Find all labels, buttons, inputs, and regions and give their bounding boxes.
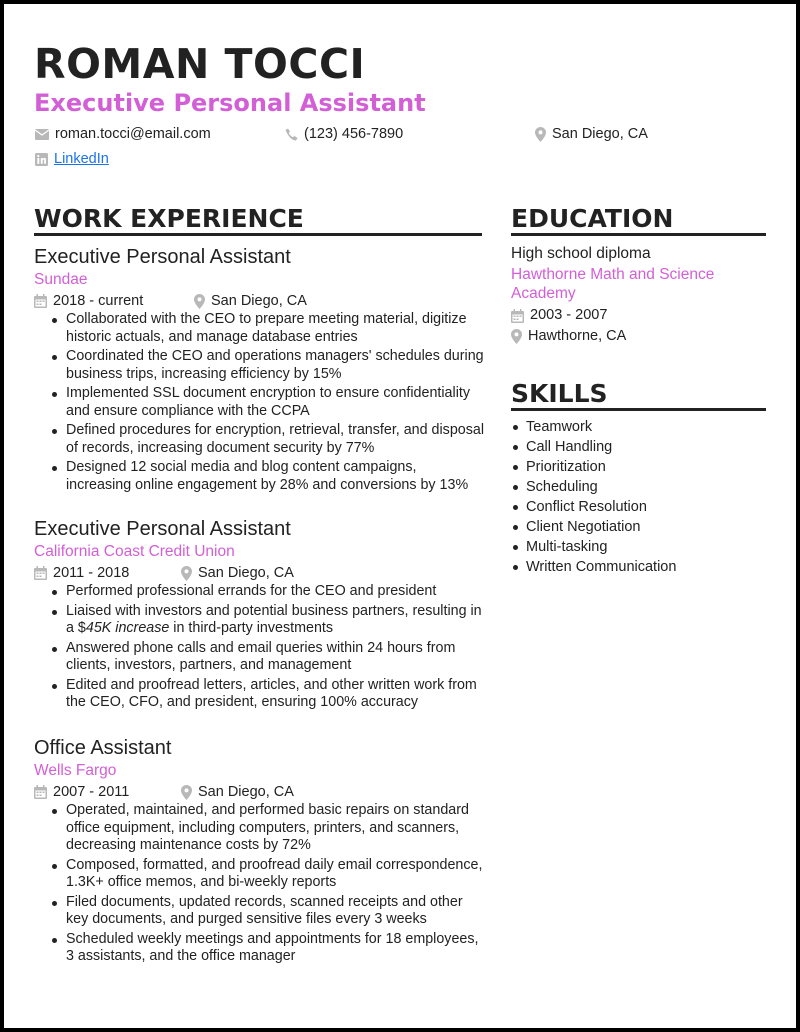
company-name: Wells Fargo: [34, 762, 117, 779]
list-item: Answered phone calls and email queries within 24 hours from clients, investors, partners, and management: [48, 640, 484, 675]
email-text: roman.tocci@email.com: [55, 126, 211, 142]
list-item: Call Handling: [511, 437, 676, 457]
linkedin-link[interactable]: LinkedIn: [54, 151, 109, 167]
linkedin-icon: [35, 153, 48, 166]
calendar-icon: [34, 785, 47, 799]
list-item: Designed 12 social media and blog content campaigns, increasing online engagement by 28% and conversions by 13%: [48, 459, 484, 494]
location-text: San Diego, CA: [552, 126, 648, 142]
job-location: San Diego, CA: [194, 291, 307, 311]
list-item: Conflict Resolution: [511, 497, 676, 517]
list-item: Operated, maintained, and performed basic repairs on standard office equipment, including computers, printers, and scanners, decreasing maintenance costs by 72%: [48, 802, 484, 855]
job-dates: 2018 - current: [34, 291, 194, 311]
calendar-icon: [511, 309, 524, 323]
list-item: Coordinated the CEO and operations managers' schedules during business trips, increasing efficiency by 15%: [48, 348, 484, 383]
list-item: Performed professional errands for the CEO and president: [48, 583, 484, 601]
location-pin-icon: [181, 785, 192, 800]
job-title: Executive Personal Assistant: [34, 518, 291, 540]
list-item: Liaised with investors and potential business partners, resulting in a $45K increase in third-party investments: [48, 603, 484, 638]
list-item: Edited and proofread letters, articles, and other written work from the CEO, CFO, and president, ensuring 100% accuracy: [48, 677, 484, 712]
job-bullets: [48, 583, 484, 712]
skills-list: [511, 417, 676, 577]
location-pin-icon: [181, 566, 192, 581]
education-location: Hawthorne, CA: [511, 326, 771, 347]
candidate-name: ROMAN TOCCI: [34, 40, 366, 88]
location-pin-icon: [535, 127, 546, 142]
list-item: Scheduling: [511, 477, 676, 497]
list-item: Client Negotiation: [511, 517, 676, 537]
education-entry: [511, 244, 771, 347]
job-title: Office Assistant: [34, 737, 172, 759]
job-bullets: [48, 311, 484, 494]
education-heading: EDUCATION: [511, 204, 766, 236]
job-dates: 2011 - 2018: [34, 563, 181, 583]
phone-text: (123) 456-7890: [304, 126, 404, 142]
contact-email: [35, 126, 211, 142]
list-item: Filed documents, updated records, scanned receipts and other key documents, and purged sensitive files every 3 weeks: [48, 894, 484, 929]
location-pin-icon: [194, 294, 205, 309]
education-dates: 2003 - 2007: [511, 305, 771, 326]
contact-location: [535, 126, 648, 142]
job-bullets: [48, 802, 484, 966]
list-item: Written Communication: [511, 557, 676, 577]
work-experience-heading: WORK EXPERIENCE: [34, 204, 482, 236]
resume-page: [4, 4, 796, 1028]
list-item: Prioritization: [511, 457, 676, 477]
degree: High school diploma: [511, 245, 651, 262]
contact-linkedin: [35, 151, 109, 167]
company-name: California Coast Credit Union: [34, 543, 235, 560]
list-item: Teamwork: [511, 417, 676, 437]
phone-icon: [285, 128, 298, 141]
location-pin-icon: [511, 329, 522, 344]
job-entry: [34, 517, 484, 714]
job-meta: [34, 563, 484, 583]
contact-phone: [285, 126, 403, 142]
email-icon: [35, 129, 49, 140]
skills-heading: SKILLS: [511, 379, 766, 411]
list-item: Collaborated with the CEO to prepare meeting material, digitize historic actuals, and manage database entries: [48, 311, 484, 346]
list-item: Defined procedures for encryption, retrieval, transfer, and disposal of records, increasing document security by 77%: [48, 422, 484, 457]
job-meta: [34, 782, 484, 802]
school-name: Hawthorne Math and Science Academy: [511, 266, 715, 302]
list-item: Implemented SSL document encryption to ensure confidentiality and ensure compliance with the CCPA: [48, 385, 484, 420]
list-item: Multi-tasking: [511, 537, 676, 557]
job-location: San Diego, CA: [181, 782, 294, 802]
list-item: Scheduled weekly meetings and appointments for 18 employees, 3 assistants, and the office manager: [48, 931, 484, 966]
job-entry: [34, 736, 484, 968]
job-dates: 2007 - 2011: [34, 782, 181, 802]
company-name: Sundae: [34, 271, 88, 288]
job-location: San Diego, CA: [181, 563, 294, 583]
job-entry: [34, 245, 484, 496]
calendar-icon: [34, 294, 47, 308]
calendar-icon: [34, 566, 47, 580]
job-meta: [34, 291, 484, 311]
list-item: Composed, formatted, and proofread daily email correspondence, 1.3K+ office memos, and bi-weekly reports: [48, 857, 484, 892]
candidate-title: Executive Personal Assistant: [34, 89, 426, 117]
job-title: Executive Personal Assistant: [34, 246, 291, 268]
